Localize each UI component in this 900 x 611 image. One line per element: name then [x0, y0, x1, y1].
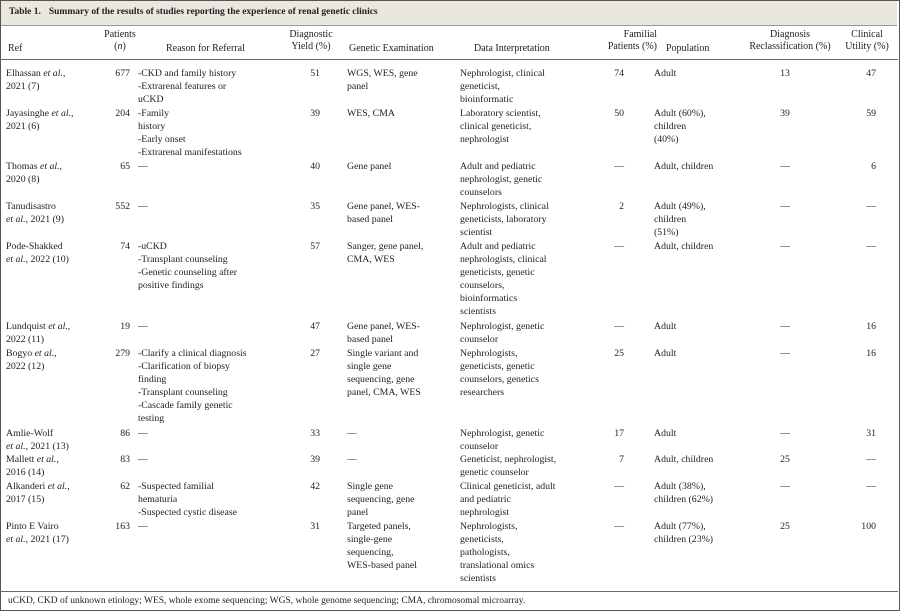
- cell-population: Adult: [654, 428, 677, 439]
- cell-familial: —: [614, 521, 624, 532]
- caption-bar: [1, 1, 897, 26]
- header-familial: Familial Patients (%): [607, 29, 657, 52]
- cell-exam: Gene panel: [347, 161, 392, 172]
- cell-utility: 47: [866, 68, 876, 79]
- cell-reclass: —: [780, 428, 790, 439]
- cell-yield: 39: [310, 454, 320, 465]
- cell-population: Adult (60%), children (40%): [654, 108, 706, 145]
- cell-population: Adult, children: [654, 241, 714, 252]
- cell-utility: —: [866, 201, 876, 212]
- cell-patients: 204: [115, 108, 130, 119]
- cell-patients: 19: [120, 321, 130, 332]
- caption-number: Table 1.: [9, 7, 41, 17]
- cell-familial: —: [614, 321, 624, 332]
- cell-interp: Adult and pediatric nephrologist, genetic counselors: [460, 161, 543, 198]
- cell-yield: 31: [310, 521, 320, 532]
- cell-interp: Clinical geneticist, adult and pediatric nephrologist: [460, 481, 556, 518]
- cell-patients: 65: [120, 161, 130, 172]
- cell-exam: Sanger, gene panel, CMA, WES: [347, 241, 424, 265]
- cell-reason: —: [138, 201, 148, 212]
- cell-interp: Adult and pediatric nephrologists, clinical geneticists, genetic counselors, bioinformatics scientists: [460, 241, 547, 317]
- cell-yield: 57: [310, 241, 320, 252]
- cell-familial: 2: [619, 201, 624, 212]
- cell-reason: —: [138, 428, 148, 439]
- cell-yield: 40: [310, 161, 320, 172]
- cell-exam: WES, CMA: [347, 108, 395, 119]
- cell-reclass: 25: [780, 454, 790, 465]
- cell-familial: 17: [614, 428, 624, 439]
- header-exam: Genetic Examination: [349, 43, 434, 54]
- cell-utility: 59: [866, 108, 876, 119]
- cell-population: Adult (49%), children (51%): [654, 201, 706, 238]
- cell-yield: 51: [310, 68, 320, 79]
- cell-ref: Mallett et al., 2016 (14): [6, 454, 59, 478]
- cell-exam: Single variant and single gene sequencing, gene panel, CMA, WES: [347, 348, 421, 398]
- cell-familial: 74: [614, 68, 624, 79]
- cell-utility: 31: [866, 428, 876, 439]
- cell-exam: —: [347, 454, 357, 465]
- header-population: Population: [666, 43, 710, 54]
- cell-population: Adult, children: [654, 454, 714, 465]
- header-patients: Patients (n): [104, 29, 136, 52]
- cell-interp: Nephrologist, clinical geneticist, bioinformatic: [460, 68, 545, 105]
- cell-reason: -uCKD -Transplant counseling -Genetic counseling after positive findings: [138, 241, 238, 291]
- footer-rule: [0, 591, 898, 592]
- cell-familial: 7: [619, 454, 624, 465]
- cell-familial: —: [614, 481, 624, 492]
- cell-interp: Nephrologists, clinical geneticists, laboratory scientist: [460, 201, 549, 238]
- cell-familial: 50: [614, 108, 624, 119]
- cell-reclass: —: [780, 481, 790, 492]
- cell-reason: -Suspected familial hematuria -Suspected cystic disease: [138, 481, 238, 518]
- cell-population: Adult: [654, 321, 677, 332]
- cell-reason: —: [138, 321, 148, 332]
- cell-ref: Pode-Shakked et al., 2022 (10): [6, 241, 69, 265]
- table-header: [0, 27, 898, 60]
- cell-interp: Nephrologists, geneticists, pathologists, translational omics scientists: [460, 521, 535, 584]
- cell-population: Adult: [654, 68, 677, 79]
- cell-yield: 27: [310, 348, 320, 359]
- cell-utility: —: [866, 241, 876, 252]
- cell-utility: 16: [866, 348, 876, 359]
- cell-interp: Geneticist, nephrologist, genetic counselor: [460, 454, 557, 478]
- cell-patients: 552: [115, 201, 130, 212]
- cell-exam: WGS, WES, gene panel: [347, 68, 418, 92]
- cell-ref: Tanudisastro et al., 2021 (9): [6, 201, 64, 225]
- cell-utility: 6: [871, 161, 876, 172]
- header-utility: Clinical Utility (%): [845, 29, 889, 52]
- cell-patients: 62: [120, 481, 130, 492]
- cell-interp: Laboratory scientist, clinical geneticist, nephrologist: [460, 108, 541, 145]
- cell-familial: —: [614, 161, 624, 172]
- cell-reclass: —: [780, 201, 790, 212]
- cell-reclass: 25: [780, 521, 790, 532]
- cell-reason: -CKD and family history -Extrarenal features or uCKD: [138, 68, 237, 105]
- header-ref: Ref: [8, 43, 23, 54]
- cell-reason: -Family history -Early onset -Extrarenal manifestations: [138, 108, 242, 158]
- cell-reclass: 13: [780, 68, 790, 79]
- cell-utility: —: [866, 481, 876, 492]
- header-yield: Diagnostic Yield (%): [289, 29, 333, 52]
- cell-ref: Jayasinghe et al., 2021 (6): [6, 108, 74, 132]
- cell-exam: —: [347, 428, 357, 439]
- cell-patients: 86: [120, 428, 130, 439]
- cell-ref: Lundquist et al., 2022 (11): [6, 321, 71, 345]
- cell-interp: Nephrologist, genetic counselor: [460, 428, 545, 452]
- cell-yield: 47: [310, 321, 320, 332]
- cell-population: Adult (38%), children (62%): [654, 481, 714, 505]
- header-reclass: Diagnosis Reclassification (%): [749, 29, 831, 52]
- table-caption: [9, 7, 378, 17]
- cell-utility: —: [866, 454, 876, 465]
- cell-reclass: 39: [780, 108, 790, 119]
- cell-exam: Gene panel, WES- based panel: [347, 321, 420, 345]
- cell-yield: 42: [310, 481, 320, 492]
- cell-reclass: —: [780, 321, 790, 332]
- cell-interp: Nephrologists, geneticists, genetic counselors, genetics researchers: [460, 348, 539, 398]
- cell-ref: Amlie-Wolf et al., 2021 (13): [6, 428, 69, 452]
- cell-reclass: —: [780, 161, 790, 172]
- header-reason: Reason for Referral: [166, 43, 245, 54]
- cell-familial: —: [614, 241, 624, 252]
- cell-exam: Single gene sequencing, gene panel: [347, 481, 415, 518]
- table-footnote: uCKD, CKD of unknown etiology; WES, whole exome sequencing; WGS, whole genome sequencing; CMA, chromosomal microarray.: [8, 596, 526, 606]
- cell-utility: 100: [861, 521, 876, 532]
- cell-reason: —: [138, 521, 148, 532]
- cell-exam: Gene panel, WES- based panel: [347, 201, 420, 225]
- cell-yield: 35: [310, 201, 320, 212]
- cell-ref: Pinto E Vairo et al., 2021 (17): [6, 521, 69, 545]
- cell-reason: -Clarify a clinical diagnosis -Clarification of biopsy finding -Transplant counseling -Cascade family genetic testing: [138, 348, 247, 424]
- cell-reason: —: [138, 161, 148, 172]
- cell-patients: 279: [115, 348, 130, 359]
- cell-reclass: —: [780, 241, 790, 252]
- cell-population: Adult (77%), children (23%): [654, 521, 714, 545]
- cell-interp: Nephrologist, genetic counselor: [460, 321, 545, 345]
- cell-reclass: —: [780, 348, 790, 359]
- cell-ref: Elhassan et al., 2021 (7): [6, 68, 66, 92]
- cell-patients: 677: [115, 68, 130, 79]
- cell-reason: —: [138, 454, 148, 465]
- cell-patients: 83: [120, 454, 130, 465]
- cell-utility: 16: [866, 321, 876, 332]
- cell-familial: 25: [614, 348, 624, 359]
- cell-ref: Bogyo et al., 2022 (12): [6, 348, 57, 372]
- cell-yield: 39: [310, 108, 320, 119]
- cell-yield: 33: [310, 428, 320, 439]
- header-interp: Data Interpretation: [474, 43, 550, 54]
- cell-population: Adult: [654, 348, 677, 359]
- cell-patients: 163: [115, 521, 130, 532]
- caption-title: Summary of the results of studies reporting the experience of renal genetic clinics: [48, 7, 378, 17]
- cell-population: Adult, children: [654, 161, 714, 172]
- cell-ref: Alkanderi et al., 2017 (15): [6, 481, 70, 505]
- cell-patients: 74: [120, 241, 130, 252]
- cell-ref: Thomas et al., 2020 (8): [6, 161, 63, 185]
- cell-exam: Targeted panels, single-gene sequencing, WES-based panel: [347, 521, 417, 571]
